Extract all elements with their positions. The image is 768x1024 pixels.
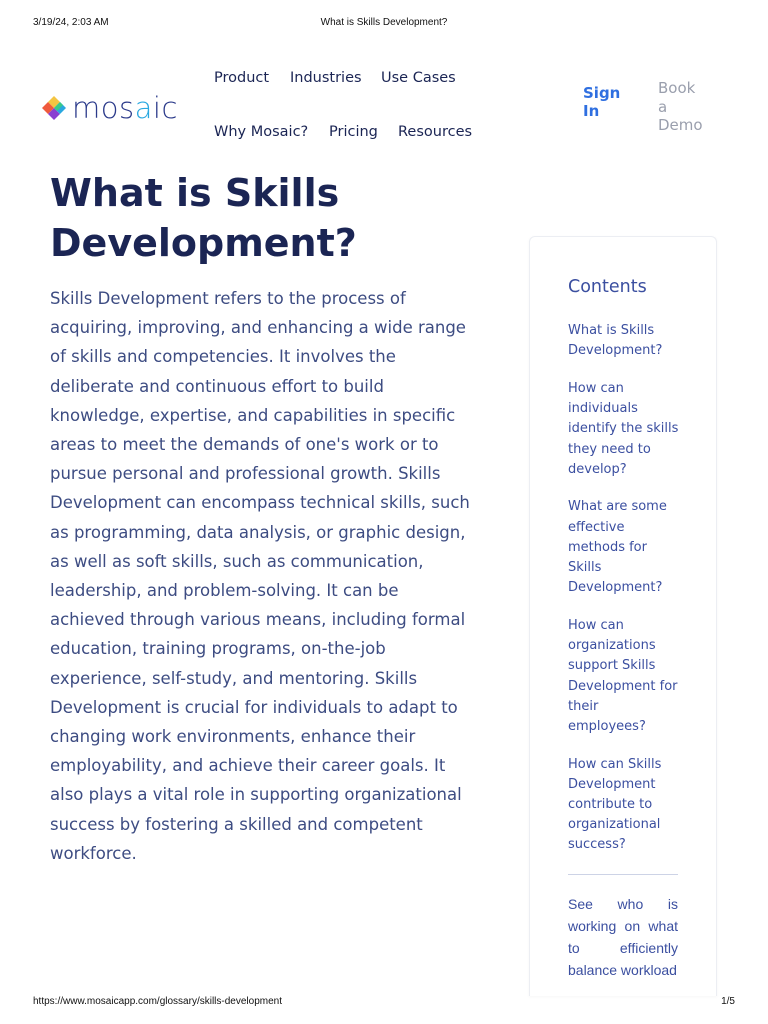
- workload-promo-text: See who is working on what to efficiently balance workload: [568, 896, 678, 978]
- page-title: What is Skills Development?: [50, 171, 357, 265]
- print-page-title: What is Skills Development?: [320, 17, 448, 28]
- toc-link[interactable]: What are some effective methods for Skills Development?: [568, 499, 667, 596]
- print-footer: [0, 996, 768, 1010]
- toc-link[interactable]: How can organizations support Skills Development for their employees?: [568, 617, 678, 734]
- mosaic-diamond-logo-icon: [40, 94, 68, 122]
- print-url: https://www.mosaicapp.com/glossary/skills-development: [33, 996, 282, 1007]
- sign-in-link[interactable]: Sign In: [583, 84, 621, 120]
- article-body: Skills Development refers to the process of acquiring, improving, and enhancing a wide range of skills and competencies. It involves the deliberate and continuous effort to build knowledge, expertise, and capabilities in specific areas to meet the demands of one's work or to pursue personal and professional growth. Skills Development can encompass technical skills, such as programming, data analysis, or graphic design, as well as soft skills, such as communication, leadership, and problem-solving. It can be achieved through various means, including formal education, training programs, on-the-job experience, self-study, and mentoring. Skills Development is crucial for individuals to adapt to changing work environments, enhance their employability, and achieve their career goals. It also plays a vital role in supporting organizational success by fostering a skilled and competent workforce.: [50, 289, 470, 863]
- toc-list: [568, 321, 680, 873]
- nav-pricing[interactable]: Pricing: [329, 124, 378, 140]
- toc-link[interactable]: What is Skills Development?: [568, 323, 663, 359]
- nav-industries[interactable]: Industries: [290, 70, 362, 86]
- table-of-contents: [529, 236, 717, 996]
- logo-wordmark: mosaic: [72, 91, 178, 125]
- nav-why-mosaic[interactable]: Why Mosaic?: [214, 124, 309, 140]
- book-demo-button[interactable]: Book a Demo: [658, 79, 703, 134]
- nav-resources[interactable]: Resources: [398, 124, 473, 140]
- toc-link[interactable]: How can individuals identify the skills they need to develop?: [568, 380, 679, 477]
- toc-heading: Contents: [568, 277, 647, 297]
- toc-link[interactable]: How can Skills Development contribute to organizational success?: [568, 756, 662, 853]
- nav-product[interactable]: Product: [214, 70, 270, 86]
- toc-divider: [568, 874, 678, 875]
- print-header: [0, 17, 768, 31]
- nav-use-cases[interactable]: Use Cases: [381, 70, 456, 86]
- print-page-number: 1/5: [721, 996, 735, 1007]
- print-datetime: 3/19/24, 2:03 AM: [33, 17, 109, 28]
- mosaic-logo[interactable]: [40, 92, 194, 124]
